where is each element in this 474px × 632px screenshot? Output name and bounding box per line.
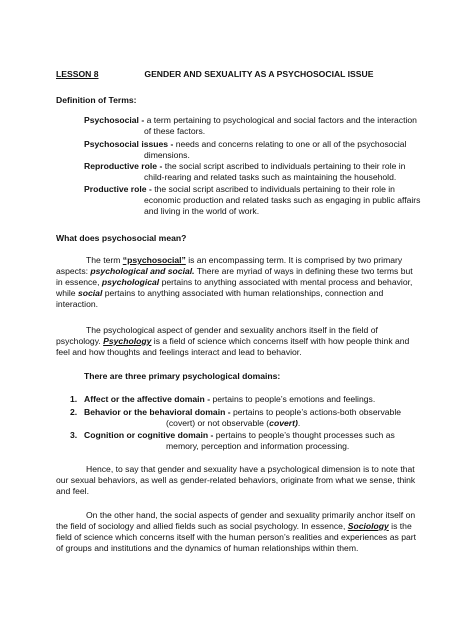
definition-text: a term pertaining to psychological and social factors and the interaction — [144, 115, 417, 125]
definition-reproductive-role — [84, 161, 424, 183]
text: is the field of science which concerns itself with the human person’s realities and experiences as part of groups and institutions and the dynamics of human relationships within them. — [56, 521, 417, 553]
definition-term: Productive role - — [84, 184, 152, 194]
list-number: 2. — [70, 407, 78, 417]
list-number: 1. — [70, 394, 78, 404]
text: The term — [86, 255, 123, 265]
domains-heading: There are three primary psychological domains: — [84, 371, 281, 381]
domain-name: Behavior or the behavioral domain - — [84, 407, 231, 417]
text: pertains to anything associated with human relationships, connection and interaction. — [56, 288, 384, 309]
domain-name: Cognition or cognitive domain - — [84, 430, 214, 440]
text: There are myriad of ways in defining these two terms but in essence, — [56, 266, 413, 287]
definition-psychosocial-issues — [84, 139, 424, 161]
term-sociology: Sociology — [347, 521, 389, 531]
term-aspects: psychological and social. — [90, 266, 195, 276]
paragraph-sociology — [56, 510, 418, 554]
domain-desc-cont — [70, 418, 420, 429]
paragraph-psychology — [56, 325, 418, 358]
text: is an encompassing term. It is comprised by two primary aspects: — [56, 255, 403, 276]
text: (covert) or not observable ( — [166, 418, 270, 428]
term-psychological: psychological — [101, 277, 160, 287]
definition-text: needs and concerns relating to one or all of the psychosocial — [173, 139, 407, 149]
list-number: 3. — [70, 430, 78, 440]
paragraph-psychosocial — [56, 255, 418, 310]
definition-text-cont: child-rearing and related tasks such as maintaining the household. — [144, 172, 397, 182]
definition-text-cont: economic production and related tasks such as engaging in public affairs — [144, 195, 421, 205]
definition-term: Psychosocial issues - — [84, 139, 174, 149]
definition-psychosocial — [84, 115, 424, 137]
definition-text-cont: and living in the world of work. — [144, 206, 260, 216]
definition-term: Psychosocial - — [84, 115, 145, 125]
text: On the other hand, the social aspects of gender and sexuality primarily anchor itself on the field of sociology and allied fields such as social psychology. In essence, — [56, 510, 416, 531]
domain-item-affect — [70, 394, 420, 405]
text: pertains to anything associated with mental process and behavior, while — [56, 277, 413, 298]
definition-text-cont: dimensions. — [144, 150, 190, 160]
domain-desc: pertains to people’s emotions and feelings. — [210, 394, 376, 404]
term-social: social — [77, 288, 103, 298]
paragraph-psychological-dimension: Hence, to say that gender and sexuality have a psychological dimension is to note that our sexual behaviors, as well as gender-related behaviors, originate from what we sense, think and feel. — [56, 464, 416, 496]
section-heading: What does psychosocial mean? — [56, 233, 187, 243]
domain-item-cognition — [70, 430, 420, 452]
domain-desc: pertains to people’s actions-both observable — [230, 407, 402, 417]
text: . — [297, 418, 301, 428]
definition-term: Reproductive role - — [84, 161, 163, 171]
text: The psychological aspect of gender and sexuality anchors itself in the field of psychology. — [56, 325, 378, 346]
text: is a field of science which concerns itself with how people think and feel and how thoughts and feelings interact and lead to behavior. — [56, 336, 410, 357]
lesson-title: GENDER AND SEXUALITY AS A PSYCHOSOCIAL ISSUE — [144, 69, 374, 79]
definition-text: the social script ascribed to individuals pertaining to their role in — [151, 184, 395, 194]
term-psychosocial: “psychosocial” — [122, 255, 186, 265]
definition-text: the social script ascribed to individuals pertaining to their role in — [162, 161, 406, 171]
term-covert: covert) — [269, 418, 298, 428]
definition-text-cont: of these factors. — [144, 126, 206, 136]
domain-name: Affect or the affective domain - — [84, 394, 211, 404]
term-psychology: Psychology — [103, 336, 152, 346]
lesson-number: LESSON 8 — [56, 69, 99, 79]
definition-productive-role — [84, 184, 424, 217]
domain-desc-cont: memory, perception and information processing. — [166, 441, 350, 451]
definitions-heading: Definition of Terms: — [56, 95, 137, 105]
domain-desc: pertains to people’s thought processes such as — [213, 430, 395, 440]
lesson-heading — [56, 69, 373, 80]
domain-item-behavior — [70, 407, 420, 429]
